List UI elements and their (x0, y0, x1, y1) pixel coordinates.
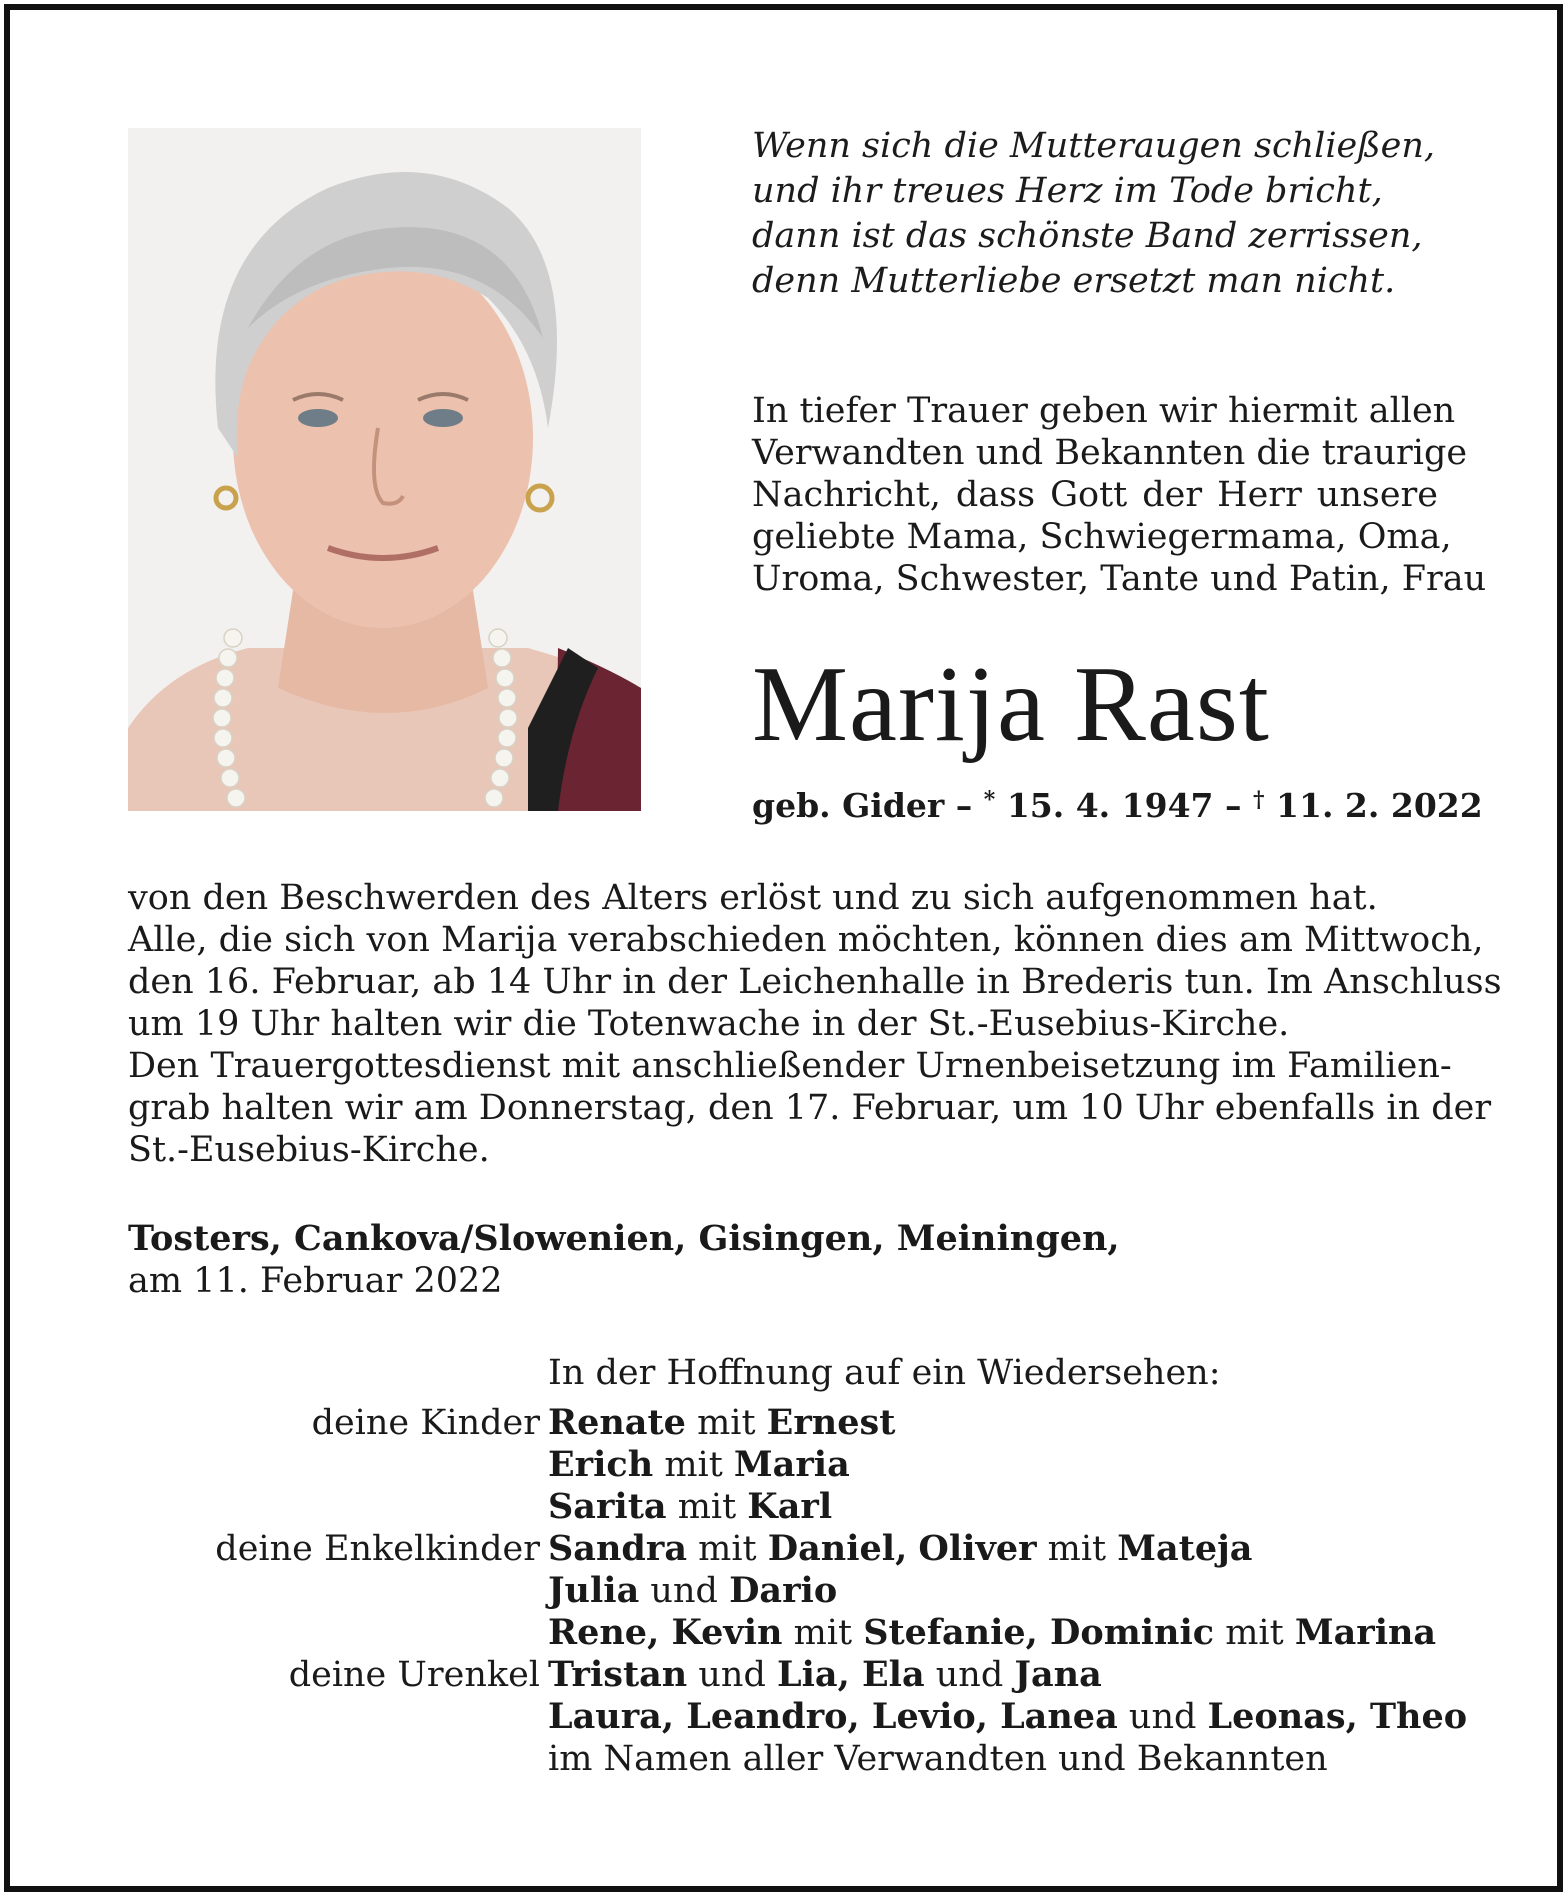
connector: mit (1047, 1529, 1107, 1569)
dash: – (955, 786, 973, 825)
funeral-details (128, 877, 1502, 1171)
body-line: St.-Eusebius-Kirche. (128, 1130, 490, 1170)
grandchildren-label: deine Enkelkinder (215, 1529, 540, 1569)
family-row (128, 1486, 1478, 1528)
family-name: Stefanie, Dominic (863, 1612, 1215, 1653)
family-row (128, 1570, 1478, 1612)
intro-paragraph (752, 390, 1487, 600)
family-row (128, 1612, 1478, 1654)
life-dates (752, 778, 1483, 828)
connector: mit (697, 1403, 756, 1443)
connector: mit (677, 1487, 737, 1527)
closing-line: im Namen aller Verwandten und Bekannten (548, 1739, 1328, 1779)
poem-line: dann ist das schönste Band zerrissen, (752, 216, 1423, 256)
family-row (128, 1444, 1478, 1486)
memorial-poem (752, 124, 1452, 304)
death-symbol: † (1253, 787, 1265, 813)
family-name: Daniel, (767, 1528, 908, 1569)
family-name: Dario (729, 1570, 838, 1611)
hope-line: In der Hoffnung auf ein Wiedersehen: (548, 1353, 1221, 1393)
connector: und (698, 1655, 766, 1695)
intro-line: Verwandten und Bekannten die traurige (752, 433, 1468, 473)
dash: – (1225, 786, 1242, 825)
family-name: Mateja (1117, 1528, 1253, 1569)
family-row (128, 1528, 1478, 1570)
notice-date: am 11. Februar 2022 (128, 1261, 503, 1301)
portrait-photo (128, 128, 641, 811)
body-line: um 19 Uhr halten wir die Totenwache in der St.-Eusebius-Kirche. (128, 1004, 1290, 1044)
body-line: Den Trauergottesdienst mit anschließender Urnenbeisetzung im Familien- (128, 1046, 1452, 1086)
intro-line: Nachricht, dass Gott der Herr unsere (752, 475, 1438, 515)
death-date: 11. 2. 2022 (1276, 786, 1483, 825)
family-name: Oliver (918, 1528, 1037, 1569)
body-line: grab halten wir am Donnerstag, den 17. Februar, um 10 Uhr ebenfalls in der (128, 1088, 1492, 1128)
intro-line: In tiefer Trauer geben wir hiermit allen (752, 391, 1456, 431)
family-name: Leonas, Theo (1207, 1696, 1468, 1737)
family-name: Renate (548, 1402, 686, 1443)
family-row (128, 1402, 1478, 1444)
body-line: Alle, die sich von Marija verabschieden möchten, können dies am Mittwoch, (128, 920, 1484, 960)
family-name: Julia (548, 1570, 640, 1611)
poem-line: Wenn sich die Mutteraugen schließen, (752, 126, 1436, 166)
connector: und (935, 1655, 1004, 1695)
birth-symbol: * (983, 787, 996, 813)
family-name: Sarita (548, 1486, 667, 1527)
family-name: Erich (548, 1444, 654, 1485)
family-name: Laura, Leandro, Levio, Lanea (548, 1696, 1118, 1737)
family-list (128, 1402, 1478, 1738)
portrait-illustration (128, 128, 641, 811)
family-name: Rene, Kevin (548, 1612, 783, 1653)
birth-name: geb. Gider (752, 786, 945, 825)
children-label: deine Kinder (311, 1403, 540, 1443)
poem-line: und ihr treues Herz im Tode bricht, (752, 171, 1383, 211)
family-name: Karl (747, 1486, 833, 1527)
family-name: Maria (733, 1444, 850, 1485)
connector: und (650, 1571, 718, 1611)
connector: mit (664, 1445, 723, 1485)
connector: mit (793, 1613, 853, 1653)
intro-line: geliebte Mama, Schwiegermama, Oma, (752, 517, 1452, 557)
family-name: Sandra (548, 1528, 687, 1569)
family-name: Marina (1294, 1612, 1437, 1653)
connector: mit (1225, 1613, 1284, 1653)
connector: und (1128, 1697, 1197, 1737)
intro-line: Uroma, Schwester, Tante und Patin, Frau (752, 559, 1487, 599)
place-and-date (128, 1218, 1438, 1302)
connector: mit (698, 1529, 757, 1569)
family-name: Tristan (548, 1654, 688, 1695)
family-row (128, 1696, 1478, 1738)
family-name: Ernest (766, 1402, 896, 1443)
body-line: von den Beschwerden des Alters erlöst und zu sich aufgenommen hat. (128, 878, 1378, 918)
deceased-name: Marija Rast (752, 645, 1270, 764)
poem-line: denn Mutterliebe ersetzt man nicht. (752, 261, 1396, 301)
body-line: den 16. Februar, ab 14 Uhr in der Leichenhalle in Brederis tun. Im Anschluss (128, 962, 1502, 1002)
locations: Tosters, Cankova/Slowenien, Gisingen, Meiningen, (128, 1218, 1120, 1259)
birth-date: 15. 4. 1947 (1006, 786, 1214, 825)
great-grandchildren-label: deine Urenkel (288, 1655, 540, 1695)
family-name: Lia, Ela (777, 1654, 925, 1695)
family-row (128, 1654, 1478, 1696)
family-name: Jana (1014, 1654, 1102, 1695)
